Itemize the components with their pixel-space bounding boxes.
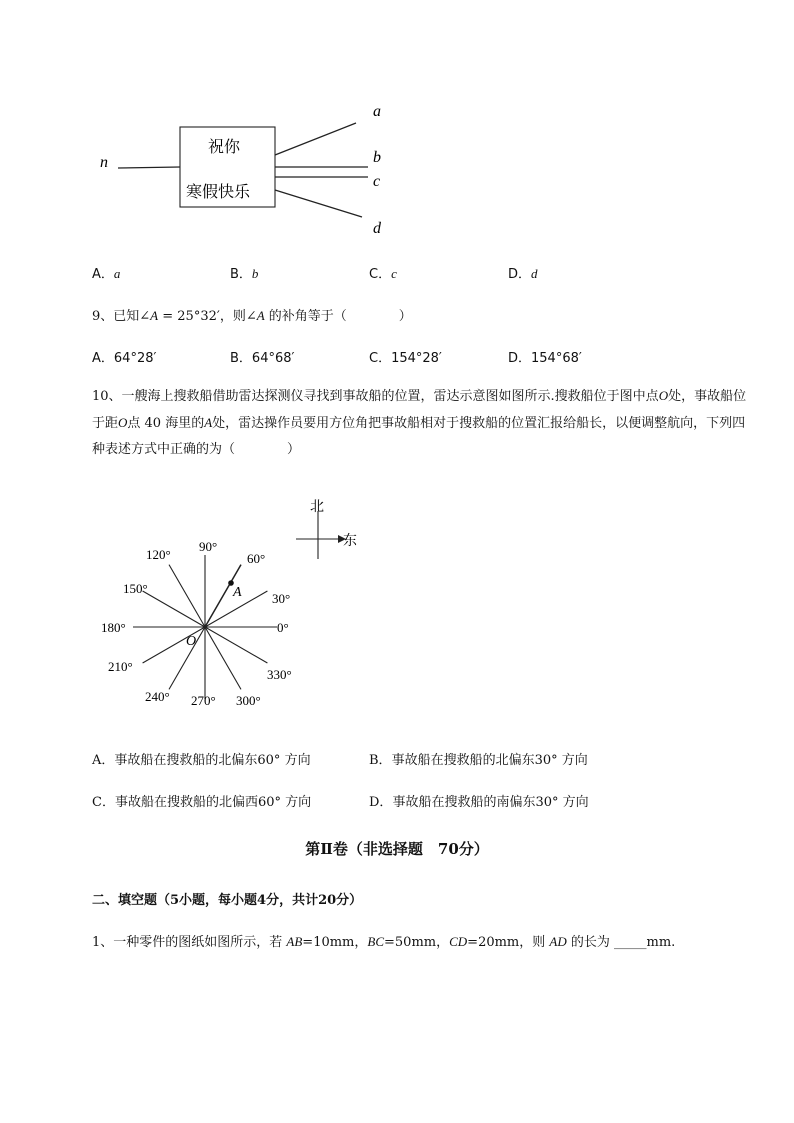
question-10: 10、一艘海上搜救船借助雷达探测仪寻找到事故船的位置，雷达示意图如图所示.搜救船位于图中点O处，事故船位于距O点 40 海里的A处，雷达操作员要用方位角把事故船相对于搜救船的位置汇报给船长，以便调整航向，下列四种表述方式中正确的为（ ） <box>92 388 747 457</box>
q10-option-d[interactable]: D．事故船在搜救船的南偏东30° 方向 <box>369 795 589 810</box>
label-a: a <box>373 103 381 120</box>
box-line-1: 祝你 <box>208 139 241 156</box>
label-c: c <box>373 173 381 190</box>
label-d: d <box>373 220 381 237</box>
radar-ray-300 <box>205 627 241 689</box>
label-b: b <box>373 149 381 166</box>
radar-diagram <box>95 495 375 720</box>
angle-label-90: 90° <box>199 539 218 554</box>
q9-option-c[interactable]: C．154°28′ <box>369 351 442 366</box>
q8-option-b[interactable]: B．b <box>230 266 259 282</box>
angle-label-210: 210° <box>108 659 133 674</box>
label-n: n <box>100 154 108 171</box>
angle-label-300: 300° <box>236 693 261 708</box>
q9-option-d[interactable]: D．154°68′ <box>508 351 582 366</box>
angle-label-330: 330° <box>267 667 292 682</box>
radar-ray-330 <box>205 627 267 663</box>
angle-label-150: 150° <box>123 581 148 596</box>
q8-option-a[interactable]: A．a <box>92 266 121 282</box>
angle-label-120: 120° <box>146 547 171 562</box>
q9-option-b[interactable]: B．64°68′ <box>230 351 295 366</box>
q10-option-b[interactable]: B．事故船在搜救船的北偏东30° 方向 <box>369 753 588 768</box>
angle-label-0: 0° <box>277 620 289 635</box>
section2-title: 二、填空题（5小题，每小题4分，共计20分） <box>92 893 363 908</box>
line-a <box>275 123 356 155</box>
angle-label-180: 180° <box>101 620 126 635</box>
q10-option-c[interactable]: C．事故船在搜救船的北偏西60° 方向 <box>92 795 312 810</box>
compass-north: 北 <box>310 500 324 515</box>
q8-option-d[interactable]: D．d <box>508 266 538 282</box>
angle-label-30: 30° <box>272 591 291 606</box>
question-9: 9、已知∠A = 25°32′，则∠A 的补角等于（ ） <box>92 308 412 324</box>
radar-rays <box>133 555 277 699</box>
greeting-figure <box>90 95 410 245</box>
q9-option-a[interactable]: A．64°28′ <box>92 351 157 366</box>
q8-option-c[interactable]: C．c <box>369 266 397 282</box>
fill-question-1: 1、一种零件的图纸如图所示，若 AB=10mm，BC=50mm，CD=20mm，则 AD 的长为 _____mm. <box>92 934 676 950</box>
part2-title: 第Ⅱ卷（非选择题 70分） <box>305 840 489 858</box>
compass-east: 东 <box>343 534 357 549</box>
box-line-2: 寒假快乐 <box>186 184 251 201</box>
radar-ray-150 <box>143 591 205 627</box>
line-d <box>275 190 362 217</box>
angle-label-240: 240° <box>145 689 170 704</box>
point-a-label: A <box>233 585 242 600</box>
origin-label: O <box>186 634 197 649</box>
angle-label-60: 60° <box>247 551 266 566</box>
q10-option-a[interactable]: A．事故船在搜救船的北偏东60° 方向 <box>92 753 311 768</box>
angle-label-270: 270° <box>191 693 216 708</box>
radar-ray-120 <box>169 565 205 627</box>
line-n <box>118 167 180 168</box>
